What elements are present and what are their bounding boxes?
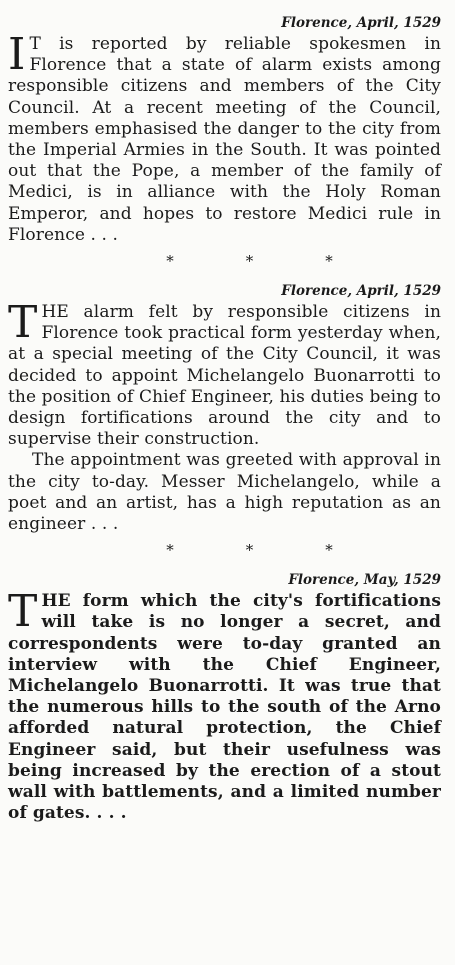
article-paragraph (8, 297, 441, 450)
paragraph-text: T is reported by reliable spokesmen in Florence that a state of alarm exists among responsible citizens and members of the City Council. At a recent meeting of the Council, members emphasised the danger to the city from the Imperial Armies in the South. It was pointed out that the Pope, a member of the family of Medici, is in alliance with the Holy Roman Emperor, and hopes to restore Medici rule in Florence . . . (8, 34, 441, 245)
separator-star: * (166, 541, 174, 560)
dateline: Florence, May, 1529 (288, 572, 441, 589)
section-separator (8, 252, 441, 270)
paragraph-text: HE form which the city's fortifications will take is no longer a secret, and correspondents were to-day granted an interview with the Chief Engineer, Michelangelo Buonarrotti. It was true that the numerous hills to the south of the Arno afforded natural protection, the Chief Engineer said, but their usefulness was being increased by the erection of a stout wall with battlements, and a limited number of gates. . . . (8, 591, 441, 824)
separator-star: * (325, 252, 333, 271)
dateline: Florence, April, 1529 (281, 15, 441, 31)
drop-cap: T (8, 297, 38, 349)
drop-cap: I (8, 29, 26, 80)
separator-star: * (245, 252, 254, 271)
article-2 (8, 282, 441, 535)
separator-star: * (245, 541, 254, 560)
paragraph-text: The appointment was greeted with approval in the city to-day. Messer Michelangelo, while a poet and an artist, has a high reputation as an engineer . . . (8, 450, 441, 535)
dateline: Florence, April, 1529 (281, 283, 441, 300)
article-3 (8, 571, 441, 824)
article-1 (8, 14, 441, 246)
drop-cap: T (8, 586, 38, 638)
separator-star: * (325, 541, 333, 560)
article-paragraph (8, 586, 441, 824)
article-paragraph (8, 450, 441, 535)
article-paragraph (8, 29, 441, 246)
separator-star: * (166, 252, 174, 271)
section-separator (8, 541, 441, 559)
paragraph-text: HE alarm felt by responsible citizens in Florence took practical form yesterday when, at a special meeting of the City Council, it was decided to appoint Michelangelo Buonarrotti to the position of Chief Engineer, his duties being to design fortifications around the city and to supervise their construction. (8, 302, 441, 450)
